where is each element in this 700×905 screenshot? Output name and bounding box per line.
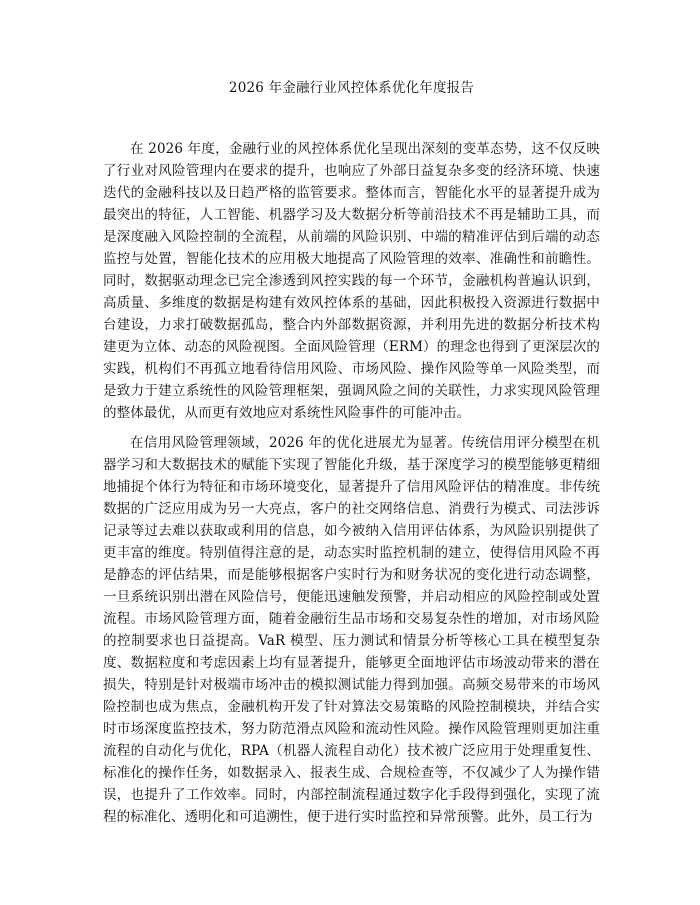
paragraph-risk-management-progress: 在信用风险管理领域，2026 年的优化进展尤为显著。传统信用评分模型在机器学习和大数据技术的赋能下实现了智能化升级，基于深度学习的模型能够更精细地捕捉个体行为特征和市场环境变化，显著提升了信用风险评估的精准度。非传统数据的广泛应用成为另一大亮点，客户的社交网络信息、消费行为模式、司法涉诉记录等过去难以获取或利用的信息，如今被纳入信用评估体系，为风险识别提供了更丰富的维度。特别值得注意的是，动态实时监控机制的建立，使得信用风险不再是静态的评估结果，而是能够根据客户实时行为和财务状况的变化进行动态调整，一旦系统识别出潜在风险信号，便能迅速触发预警，并启动相应的风险控制或处置流程。市场风险管理方面，随着金融衍生品市场和交易复杂性的增加，对市场风险的控制要求也日益提高。VaR 模型、压力测试和情景分析等核心工具在模型复杂度、数据粒度和考虑因素上均有显著提升，能够更全面地评估市场波动带来的潜在损失，特别是针对极端市场冲击的模拟测试能力得到加强。高频交易带来的市场风险控制也成为焦点，金融机构开发了针对算法交易策略的风险控制模块，并结合实时市场深度监控技术，努力防范滑点风险和流动性风险。操作风险管理则更加注重流程的自动化与优化，RPA（机器人流程自动化）技术被广泛应用于处理重复性、标准化的操作任务，如数据录入、报表生成、合规检查等，不仅减少了人为操作错误，也提升了工作效率。同时，内部控制流程通过数字化手段得到强化，实现了流程的标准化、透明化和可追溯性，便于进行实时监控和异常预警。此外，员工行为 bbox=[103, 435, 600, 825]
document-title: 2026 年金融行业风控体系优化年度报告 bbox=[228, 80, 475, 96]
paragraph-overview: 在 2026 年度，金融行业的风控体系优化呈现出深刻的变革态势，这不仅反映了行业对风险管理内在要求的提升，也响应了外部日益复杂多变的经济环境、快速迭代的金融科技以及日趋严格的监管要求。整体而言，智能化水平的显著提升成为最突出的特征，人工智能、机器学习及大数据分析等前沿技术不再是辅助工具，而是深度融入风险控制的全流程，从前端的风险识别、中端的精准评估到后端的动态监控与处置，智能化技术的应用极大地提高了风险管理的效率、准确性和前瞻性。同时，数据驱动理念已完全渗透到风控实践的每一个环节，金融机构普遍认识到，高质量、多维度的数据是构建有效风控体系的基础，因此积极投入资源进行数据中台建设，力求打破数据孤岛，整合内外部数据资源，并利用先进的数据分析技术构建更为立体、动态的风险视图。全面风险管理（ERM）的理念也得到了更深层次的实践，机构们不再孤立地看待信用风险、市场风险、操作风险等单一风险类型，而是致力于建立系统性的风险管理框架，强调风险之间的关联性，力求实现风险管理的整体最优，从而更有效地应对系统性风险事件的可能冲击。 bbox=[103, 141, 600, 421]
